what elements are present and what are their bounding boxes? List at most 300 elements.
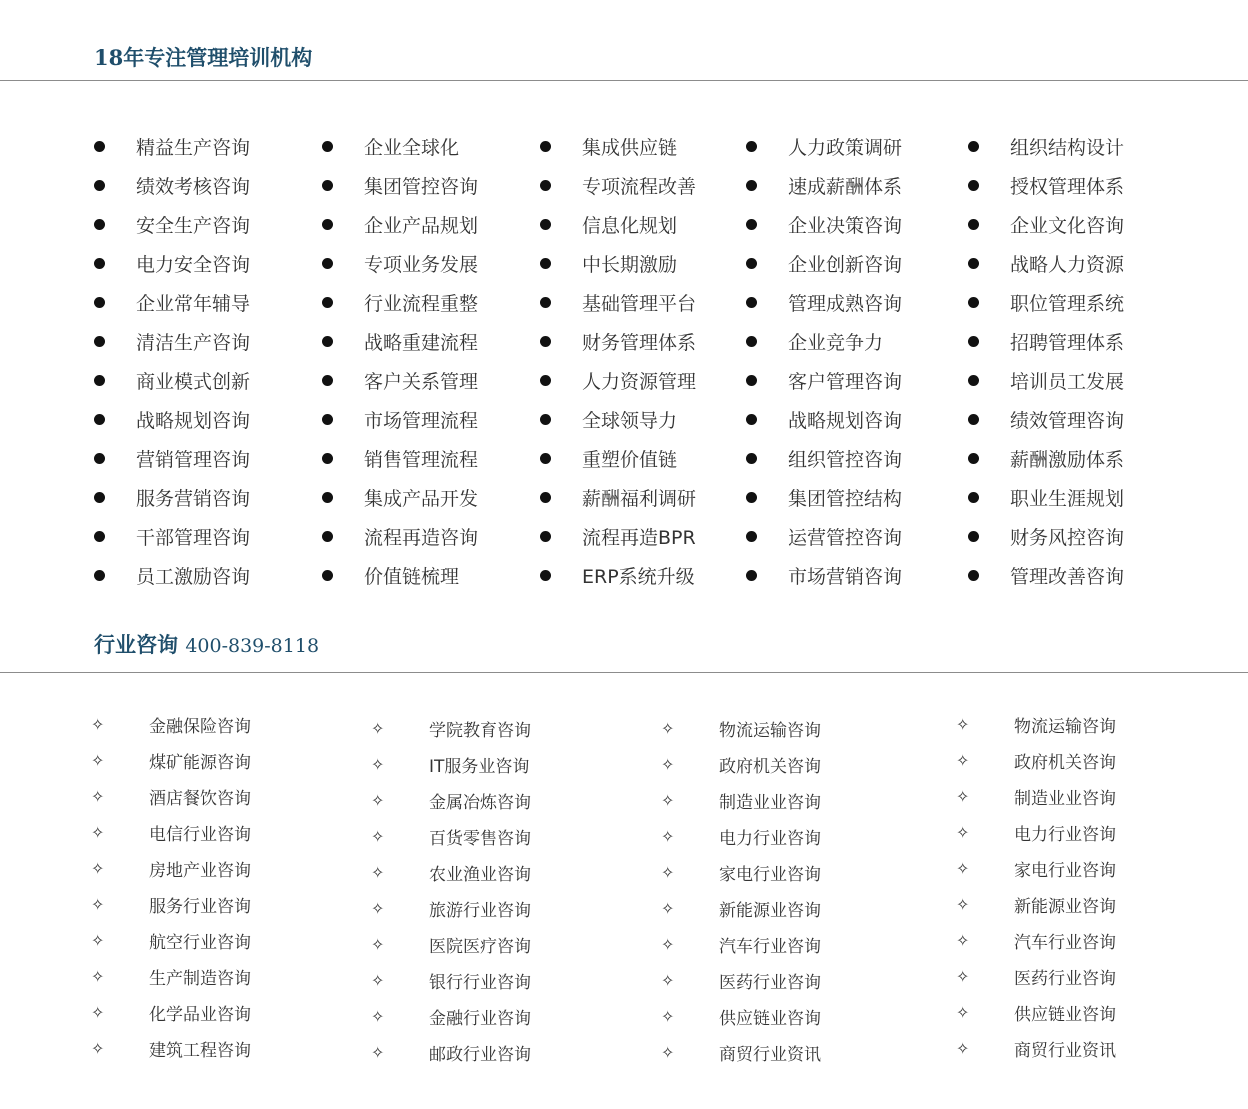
industry-link[interactable]: [661, 818, 956, 854]
service-link[interactable]: [540, 205, 746, 244]
service-link[interactable]: [322, 244, 540, 283]
industry-label: 医院医疗咨询: [429, 936, 531, 957]
industry-title-text: 行业咨询: [94, 632, 178, 657]
four-point-star-icon: ✧: [91, 858, 105, 878]
bullet-icon: [968, 219, 979, 230]
four-point-star-icon: ✧: [371, 1006, 385, 1026]
service-link[interactable]: [322, 517, 540, 556]
industry-link[interactable]: [371, 710, 661, 746]
bullet-icon: [746, 219, 757, 230]
four-point-star-icon: ✧: [91, 750, 105, 770]
industry-label: 制造业业咨询: [719, 792, 821, 813]
bullet-icon: [322, 258, 333, 269]
industry-label: 服务行业咨询: [149, 896, 251, 917]
bullet-icon: [746, 414, 757, 425]
service-grid: [94, 127, 1168, 595]
industry-column: [91, 706, 371, 1070]
service-label: 流程再造BPR: [582, 527, 696, 549]
four-point-star-icon: ✧: [956, 930, 970, 950]
industry-label: 百货零售咨询: [429, 828, 531, 849]
industry-label: 家电行业咨询: [719, 864, 821, 885]
bullet-icon: [94, 531, 105, 542]
industry-label: 新能源业咨询: [1014, 896, 1116, 917]
industry-grid: [91, 706, 1196, 1070]
service-link[interactable]: [968, 400, 1168, 439]
four-point-star-icon: ✧: [371, 754, 385, 774]
service-label: 薪酬福利调研: [582, 488, 697, 510]
service-link[interactable]: [968, 244, 1168, 283]
four-point-star-icon: ✧: [956, 750, 970, 770]
service-label: 战略人力资源: [1010, 254, 1125, 276]
industry-label: 金融保险咨询: [149, 716, 251, 737]
industry-label: 供应链业咨询: [719, 1008, 821, 1029]
industry-label: 电信行业咨询: [149, 824, 251, 845]
bullet-icon: [94, 297, 105, 308]
service-link[interactable]: [540, 439, 746, 478]
service-link[interactable]: [746, 283, 968, 322]
service-link[interactable]: [746, 517, 968, 556]
service-link[interactable]: [968, 478, 1168, 517]
service-link[interactable]: [746, 322, 968, 361]
service-label: 组织管控咨询: [788, 449, 903, 471]
service-link[interactable]: [540, 322, 746, 361]
four-point-star-icon: ✧: [661, 862, 675, 882]
bullet-icon: [94, 375, 105, 386]
section-title: [94, 42, 312, 72]
service-label: 企业全球化: [364, 137, 460, 159]
industry-label: 物流运输咨询: [719, 720, 821, 741]
four-point-star-icon: ✧: [371, 862, 385, 882]
bullet-icon: [322, 297, 333, 308]
four-point-star-icon: ✧: [956, 822, 970, 842]
service-link[interactable]: [540, 283, 746, 322]
service-label: 企业产品规划: [364, 215, 479, 237]
bullet-icon: [540, 297, 551, 308]
service-label: 集团管控咨询: [364, 176, 479, 198]
industry-link[interactable]: [661, 782, 956, 818]
service-label: 授权管理体系: [1010, 176, 1125, 198]
bullet-icon: [322, 570, 333, 581]
industry-label: 汽车行业咨询: [719, 936, 821, 957]
industry-label: 旅游行业咨询: [429, 900, 531, 921]
four-point-star-icon: ✧: [371, 718, 385, 738]
service-label: 企业文化咨询: [1010, 215, 1125, 237]
service-column: [968, 127, 1168, 595]
bullet-icon: [968, 414, 979, 425]
industry-label: 新能源业咨询: [719, 900, 821, 921]
bullet-icon: [94, 570, 105, 581]
service-label: 专项业务发展: [364, 254, 479, 276]
four-point-star-icon: ✧: [91, 714, 105, 734]
bullet-icon: [746, 570, 757, 581]
service-label: 战略重建流程: [364, 332, 479, 354]
industry-link[interactable]: [91, 958, 371, 994]
service-label: 服务营销咨询: [136, 488, 251, 510]
bullet-icon: [746, 375, 757, 386]
bullet-icon: [540, 570, 551, 581]
industry-label: 房地产业咨询: [149, 860, 251, 881]
industry-label: 学院教育咨询: [429, 720, 531, 741]
service-link[interactable]: [746, 400, 968, 439]
bullet-icon: [746, 258, 757, 269]
four-point-star-icon: ✧: [91, 1002, 105, 1022]
industry-label: 建筑工程咨询: [149, 1040, 251, 1061]
service-link[interactable]: [540, 556, 746, 595]
four-point-star-icon: ✧: [91, 894, 105, 914]
service-label: 全球领导力: [582, 410, 678, 432]
service-label: 绩效考核咨询: [136, 176, 251, 198]
industry-link[interactable]: [661, 746, 956, 782]
industry-link[interactable]: [91, 922, 371, 958]
bullet-icon: [322, 336, 333, 347]
four-point-star-icon: ✧: [956, 858, 970, 878]
service-link[interactable]: [540, 400, 746, 439]
service-link[interactable]: [94, 322, 322, 361]
four-point-star-icon: ✧: [956, 894, 970, 914]
four-point-star-icon: ✧: [956, 1002, 970, 1022]
industry-label: 医药行业咨询: [1014, 968, 1116, 989]
bullet-icon: [540, 375, 551, 386]
four-point-star-icon: ✧: [371, 1042, 385, 1062]
industry-label: 金属冶炼咨询: [429, 792, 531, 813]
industry-link[interactable]: [371, 746, 661, 782]
service-link[interactable]: [746, 205, 968, 244]
industry-link[interactable]: [371, 782, 661, 818]
service-label: 信息化规划: [582, 215, 678, 237]
service-link[interactable]: [322, 283, 540, 322]
four-point-star-icon: ✧: [956, 786, 970, 806]
bullet-icon: [968, 531, 979, 542]
bullet-icon: [746, 141, 757, 152]
industry-link[interactable]: [661, 962, 956, 998]
bullet-icon: [94, 219, 105, 230]
industry-link[interactable]: [91, 1030, 371, 1066]
service-label: 财务风控咨询: [1010, 527, 1125, 549]
industry-label: 供应链业咨询: [1014, 1004, 1116, 1025]
industry-section-title: [94, 629, 319, 659]
service-link[interactable]: [968, 283, 1168, 322]
service-link[interactable]: [746, 244, 968, 283]
four-point-star-icon: ✧: [91, 786, 105, 806]
industry-label: 生产制造咨询: [149, 968, 251, 989]
service-link[interactable]: [94, 205, 322, 244]
service-link[interactable]: [322, 322, 540, 361]
service-link[interactable]: [968, 205, 1168, 244]
bullet-icon: [540, 414, 551, 425]
service-label: 企业决策咨询: [788, 215, 903, 237]
industry-label: 汽车行业咨询: [1014, 932, 1116, 953]
industry-link[interactable]: [371, 998, 661, 1034]
industry-link[interactable]: [956, 1030, 1196, 1066]
service-link[interactable]: [746, 127, 968, 166]
bullet-icon: [540, 258, 551, 269]
bullet-icon: [94, 141, 105, 152]
bullet-icon: [968, 492, 979, 503]
industry-link[interactable]: [956, 994, 1196, 1030]
industry-label: 家电行业咨询: [1014, 860, 1116, 881]
bullet-icon: [746, 336, 757, 347]
four-point-star-icon: ✧: [661, 1006, 675, 1026]
bullet-icon: [968, 336, 979, 347]
service-label: 集成产品开发: [364, 488, 479, 510]
industry-column: [956, 706, 1196, 1070]
bullet-icon: [746, 531, 757, 542]
industry-label: 电力行业咨询: [1014, 824, 1116, 845]
service-link[interactable]: [746, 166, 968, 205]
bullet-icon: [322, 414, 333, 425]
service-link[interactable]: [968, 166, 1168, 205]
industry-link[interactable]: [956, 778, 1196, 814]
industry-link[interactable]: [661, 926, 956, 962]
service-label: 战略规划咨询: [788, 410, 903, 432]
industry-link[interactable]: [91, 706, 371, 742]
service-column: [540, 127, 746, 595]
service-link[interactable]: [968, 556, 1168, 595]
service-link[interactable]: [94, 400, 322, 439]
four-point-star-icon: ✧: [661, 1042, 675, 1062]
service-link[interactable]: [746, 439, 968, 478]
service-link[interactable]: [968, 517, 1168, 556]
service-link[interactable]: [322, 478, 540, 517]
service-label: 招聘管理体系: [1010, 332, 1125, 354]
industry-link[interactable]: [956, 742, 1196, 778]
bullet-icon: [968, 258, 979, 269]
service-label: ERP系统升级: [582, 566, 695, 588]
service-link[interactable]: [968, 439, 1168, 478]
bullet-icon: [322, 180, 333, 191]
service-link[interactable]: [94, 127, 322, 166]
bullet-icon: [540, 531, 551, 542]
service-link[interactable]: [94, 283, 322, 322]
service-link[interactable]: [94, 166, 322, 205]
bullet-icon: [322, 219, 333, 230]
service-link[interactable]: [322, 127, 540, 166]
four-point-star-icon: ✧: [371, 826, 385, 846]
service-label: 速成薪酬体系: [788, 176, 903, 198]
bullet-icon: [322, 375, 333, 386]
service-label: 人力政策调研: [788, 137, 903, 159]
industry-label: 化学品业咨询: [149, 1004, 251, 1025]
four-point-star-icon: ✧: [91, 930, 105, 950]
industry-link[interactable]: [91, 778, 371, 814]
service-link[interactable]: [322, 556, 540, 595]
four-point-star-icon: ✧: [661, 970, 675, 990]
industry-link[interactable]: [371, 818, 661, 854]
four-point-star-icon: ✧: [661, 898, 675, 918]
industry-link[interactable]: [661, 854, 956, 890]
industry-link[interactable]: [91, 742, 371, 778]
service-label: 销售管理流程: [364, 449, 479, 471]
service-link[interactable]: [94, 244, 322, 283]
service-link[interactable]: [540, 244, 746, 283]
service-link[interactable]: [94, 478, 322, 517]
service-link[interactable]: [322, 361, 540, 400]
four-point-star-icon: ✧: [661, 934, 675, 954]
bullet-icon: [94, 258, 105, 269]
industry-label: 政府机关咨询: [1014, 752, 1116, 773]
four-point-star-icon: ✧: [371, 790, 385, 810]
bullet-icon: [968, 453, 979, 464]
bullet-icon: [94, 492, 105, 503]
service-column: [322, 127, 540, 595]
industry-link[interactable]: [371, 962, 661, 998]
service-label: 管理改善咨询: [1010, 566, 1125, 588]
bullet-icon: [746, 492, 757, 503]
industry-link[interactable]: [956, 814, 1196, 850]
service-label: 企业常年辅导: [136, 293, 251, 315]
four-point-star-icon: ✧: [956, 714, 970, 734]
bullet-icon: [540, 336, 551, 347]
four-point-star-icon: ✧: [91, 1038, 105, 1058]
service-label: 客户关系管理: [364, 371, 479, 393]
industry-link[interactable]: [661, 998, 956, 1034]
bullet-icon: [540, 141, 551, 152]
bullet-icon: [540, 219, 551, 230]
industry-label: 政府机关咨询: [719, 756, 821, 777]
service-label: 流程再造咨询: [364, 527, 479, 549]
service-link[interactable]: [746, 361, 968, 400]
industry-label: 医药行业咨询: [719, 972, 821, 993]
service-link[interactable]: [968, 361, 1168, 400]
service-link[interactable]: [94, 556, 322, 595]
industry-link[interactable]: [91, 814, 371, 850]
bullet-icon: [968, 180, 979, 191]
service-label: 人力资源管理: [582, 371, 697, 393]
four-point-star-icon: ✧: [661, 754, 675, 774]
service-label: 电力安全咨询: [136, 254, 251, 276]
bullet-icon: [94, 453, 105, 464]
service-label: 行业流程重整: [364, 293, 479, 315]
service-column: [94, 127, 322, 595]
service-label: 重塑价值链: [582, 449, 678, 471]
four-point-star-icon: ✧: [371, 970, 385, 990]
industry-link[interactable]: [956, 850, 1196, 886]
service-link[interactable]: [540, 361, 746, 400]
industry-label: 航空行业咨询: [149, 932, 251, 953]
service-label: 集成供应链: [582, 137, 678, 159]
bullet-icon: [746, 297, 757, 308]
industry-label: 农业渔业咨询: [429, 864, 531, 885]
bullet-icon: [968, 297, 979, 308]
industry-label: 银行行业咨询: [429, 972, 531, 993]
service-label: 精益生产咨询: [136, 137, 251, 159]
industry-link[interactable]: [371, 926, 661, 962]
bullet-icon: [322, 453, 333, 464]
service-label: 企业竞争力: [788, 332, 884, 354]
service-link[interactable]: [322, 166, 540, 205]
divider: [0, 672, 1248, 673]
service-label: 专项流程改善: [582, 176, 697, 198]
industry-label: 金融行业咨询: [429, 1008, 531, 1029]
industry-column: [661, 710, 956, 1070]
service-label: 员工激励咨询: [136, 566, 251, 588]
industry-link[interactable]: [956, 706, 1196, 742]
industry-link[interactable]: [91, 886, 371, 922]
industry-link[interactable]: [661, 1034, 956, 1070]
industry-label: 商贸行业资讯: [1014, 1040, 1116, 1061]
bullet-icon: [540, 180, 551, 191]
four-point-star-icon: ✧: [956, 966, 970, 986]
four-point-star-icon: ✧: [91, 822, 105, 842]
industry-label: 商贸行业资讯: [719, 1044, 821, 1065]
industry-link[interactable]: [371, 854, 661, 890]
service-label: 客户管理咨询: [788, 371, 903, 393]
service-link[interactable]: [94, 361, 322, 400]
service-link[interactable]: [968, 322, 1168, 361]
service-link[interactable]: [94, 439, 322, 478]
four-point-star-icon: ✧: [371, 898, 385, 918]
service-label: 运营管控咨询: [788, 527, 903, 549]
industry-label: 制造业业咨询: [1014, 788, 1116, 809]
bullet-icon: [968, 375, 979, 386]
industry-link[interactable]: [956, 886, 1196, 922]
service-label: 营销管理咨询: [136, 449, 251, 471]
service-link[interactable]: [540, 127, 746, 166]
service-label: 职业生涯规划: [1010, 488, 1125, 510]
bullet-icon: [94, 336, 105, 347]
service-label: 市场管理流程: [364, 410, 479, 432]
service-link[interactable]: [94, 517, 322, 556]
industry-label: 煤矿能源咨询: [149, 752, 251, 773]
bullet-icon: [540, 453, 551, 464]
industry-link[interactable]: [371, 890, 661, 926]
service-link[interactable]: [540, 166, 746, 205]
industry-link[interactable]: [956, 958, 1196, 994]
industry-link[interactable]: [661, 710, 956, 746]
industry-label: 酒店餐饮咨询: [149, 788, 251, 809]
service-label: 集团管控结构: [788, 488, 903, 510]
industry-link[interactable]: [91, 994, 371, 1030]
service-label: 薪酬激励体系: [1010, 449, 1125, 471]
service-link[interactable]: [540, 478, 746, 517]
four-point-star-icon: ✧: [371, 934, 385, 954]
service-link[interactable]: [746, 556, 968, 595]
service-label: 价值链梳理: [364, 566, 460, 588]
bullet-icon: [322, 492, 333, 503]
bullet-icon: [94, 414, 105, 425]
service-label: 清洁生产咨询: [136, 332, 251, 354]
industry-link[interactable]: [661, 890, 956, 926]
service-label: 中长期激励: [582, 254, 678, 276]
service-link[interactable]: [322, 400, 540, 439]
industry-link[interactable]: [91, 850, 371, 886]
service-label: 干部管理咨询: [136, 527, 251, 549]
service-link[interactable]: [322, 439, 540, 478]
bullet-icon: [540, 492, 551, 503]
bullet-icon: [94, 180, 105, 191]
phone-number[interactable]: 400-839-8118: [185, 635, 320, 657]
service-link[interactable]: [968, 127, 1168, 166]
four-point-star-icon: ✧: [661, 790, 675, 810]
service-label: 战略规划咨询: [136, 410, 251, 432]
industry-link[interactable]: [956, 922, 1196, 958]
service-link[interactable]: [540, 517, 746, 556]
bullet-icon: [746, 180, 757, 191]
industry-label: 电力行业咨询: [719, 828, 821, 849]
service-label: 财务管理体系: [582, 332, 697, 354]
section-title-text: 18年专注管理培训机构: [94, 45, 313, 70]
industry-label: 邮政行业咨询: [429, 1044, 531, 1065]
bullet-icon: [746, 453, 757, 464]
service-label: 绩效管理咨询: [1010, 410, 1125, 432]
service-column: [746, 127, 968, 595]
service-link[interactable]: [322, 205, 540, 244]
industry-link[interactable]: [371, 1034, 661, 1070]
service-link[interactable]: [746, 478, 968, 517]
industry-column: [371, 710, 661, 1070]
bullet-icon: [968, 141, 979, 152]
bullet-icon: [968, 570, 979, 581]
